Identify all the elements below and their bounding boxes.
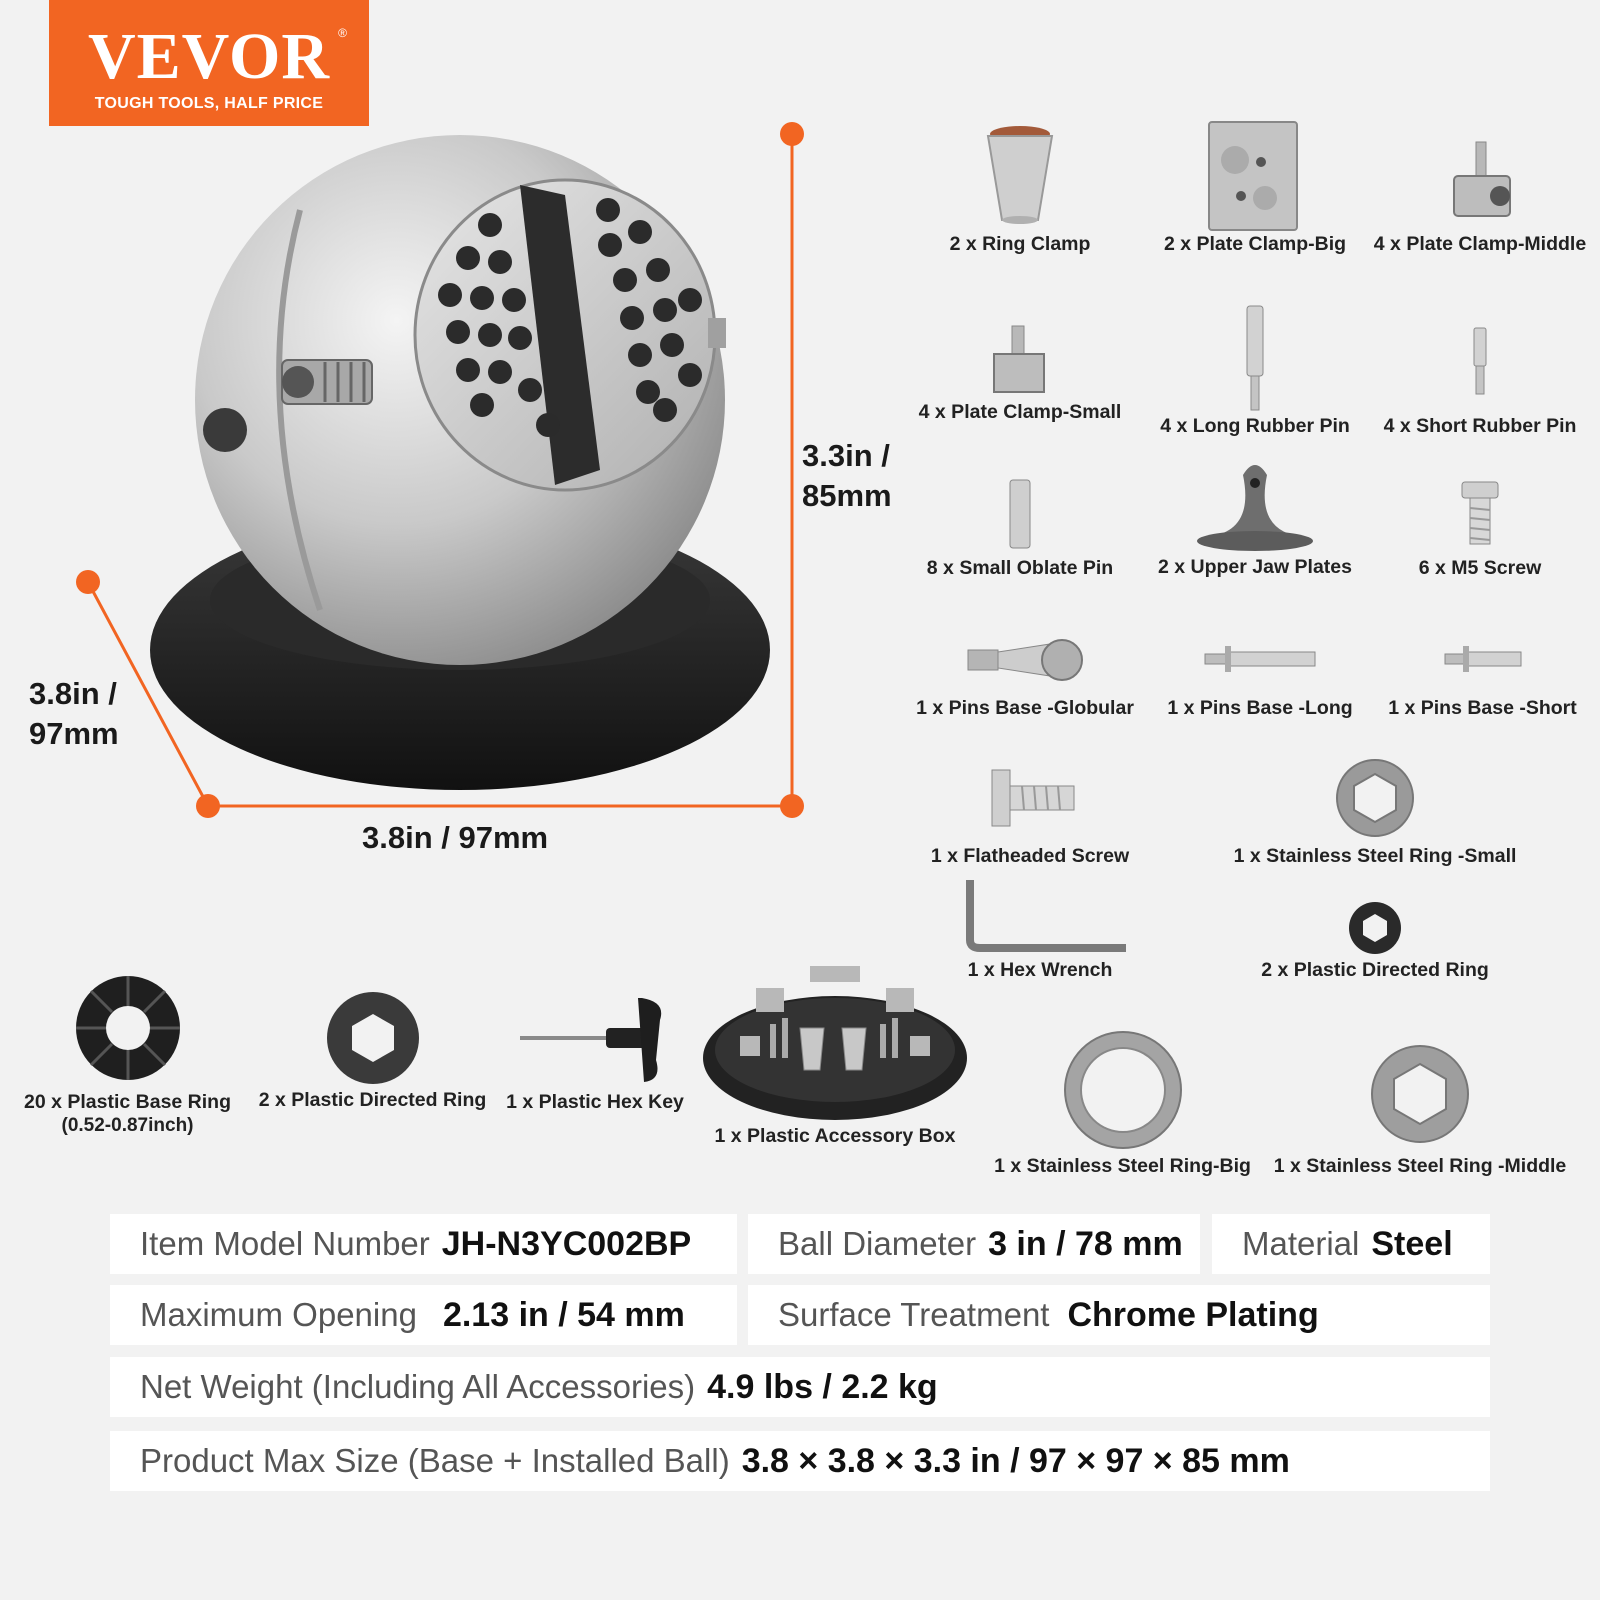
flatheaded-screw-icon [970,760,1090,844]
long-rubber-pin-icon [1195,300,1315,414]
hex-wrench-icon [950,878,1130,958]
spec-surface-treatment: Surface Treatment Chrome Plating [748,1285,1490,1345]
product-hero [0,0,900,900]
small-oblate-pin-icon [960,470,1080,556]
ring-clamp-icon [960,120,1080,232]
accessory-ring-clamp: 2 x Ring Clamp [920,120,1120,256]
steel-ring-middle-icon [1360,1034,1480,1154]
plastic-hex-key-icon [510,990,680,1090]
accessory-plastic-directed-ring-small: 2 x Plastic Directed Ring [1245,898,1505,982]
accessory-short-rubber-pin: 4 x Short Rubber Pin [1370,300,1590,438]
accessory-pins-base-short: 1 x Pins Base -Short [1375,622,1590,720]
engraving-ball [195,135,726,665]
accessory-plastic-hex-key: 1 x Plastic Hex Key [500,990,690,1114]
plastic-directed-ring-icon [313,988,433,1088]
accessory-plastic-base-ring: 20 x Plastic Base Ring (0.52-0.87inch) [15,970,240,1138]
accessory-pins-base-long: 1 x Pins Base -Long [1150,622,1370,720]
accessory-plastic-directed-ring: 2 x Plastic Directed Ring [250,988,495,1112]
accessory-small-oblate-pin: 8 x Small Oblate Pin [915,470,1125,580]
accessory-steel-ring-middle: 1 x Stainless Steel Ring -Middle [1260,1034,1580,1178]
width-dimension: 3.8in / 97mm [362,820,549,855]
accessory-pins-base-globular: 1 x Pins Base -Globular [905,622,1145,720]
accessory-m5-screw: 6 x M5 Screw [1380,470,1580,580]
accessory-hex-wrench: 1 x Hex Wrench [940,878,1140,982]
steel-ring-big-icon [1058,1026,1188,1154]
accessory-steel-ring-big: 1 x Stainless Steel Ring-Big [985,1026,1260,1178]
plate-clamp-big-icon [1195,120,1315,232]
plate-clamp-small-icon [960,300,1080,400]
spec-ball-diameter: Ball Diameter 3 in / 78 mm [748,1214,1200,1274]
upper-jaw-plate-icon [1185,455,1325,555]
m5-screw-icon [1420,470,1540,556]
accessory-plastic-accessory-box: 1 x Plastic Accessory Box [700,958,970,1148]
pins-base-long-icon [1185,622,1335,696]
accessory-plate-clamp-small: 4 x Plate Clamp-Small [905,300,1135,424]
accessory-box-icon [700,958,970,1124]
plastic-base-ring-icon [68,970,188,1090]
plastic-directed-ring-small-icon [1315,898,1435,958]
accessory-plate-clamp-middle: 4 x Plate Clamp-Middle [1370,120,1590,256]
plate-clamp-middle-icon [1420,120,1540,232]
spec-net-weight: Net Weight (Including All Accessories) 4.9 lbs / 2.2 kg [110,1357,1490,1417]
pins-base-short-icon [1423,622,1543,696]
spec-material: Material Steel [1212,1214,1490,1274]
accessory-flatheaded-screw: 1 x Flatheaded Screw [920,760,1140,868]
short-rubber-pin-icon [1420,300,1540,414]
accessory-long-rubber-pin: 4 x Long Rubber Pin [1145,300,1365,438]
accessory-upper-jaw-plates: 2 x Upper Jaw Plates [1150,455,1360,579]
spec-model-number: Item Model Number JH-N3YC002BP [110,1214,737,1274]
depth-dimension: 3.8in / 97mm [29,676,119,751]
pins-base-globular-icon [950,622,1100,696]
height-dimension: 3.3in / 85mm [802,438,892,513]
spec-maximum-opening: Maximum Opening 2.13 in / 54 mm [110,1285,737,1345]
accessory-plate-clamp-big: 2 x Plate Clamp-Big [1150,120,1360,256]
brand-tagline: TOUGH TOOLS, HALF PRICE [94,95,324,112]
accessory-steel-ring-small: 1 x Stainless Steel Ring -Small [1225,752,1525,868]
registered-mark: ® [338,26,347,40]
brand-name: VEVOR [87,20,331,93]
steel-ring-small-icon [1315,752,1435,844]
spec-max-size: Product Max Size (Base + Installed Ball) 3.8 × 3.8 × 3.3 in / 97 × 97 × 85 mm [110,1431,1490,1491]
